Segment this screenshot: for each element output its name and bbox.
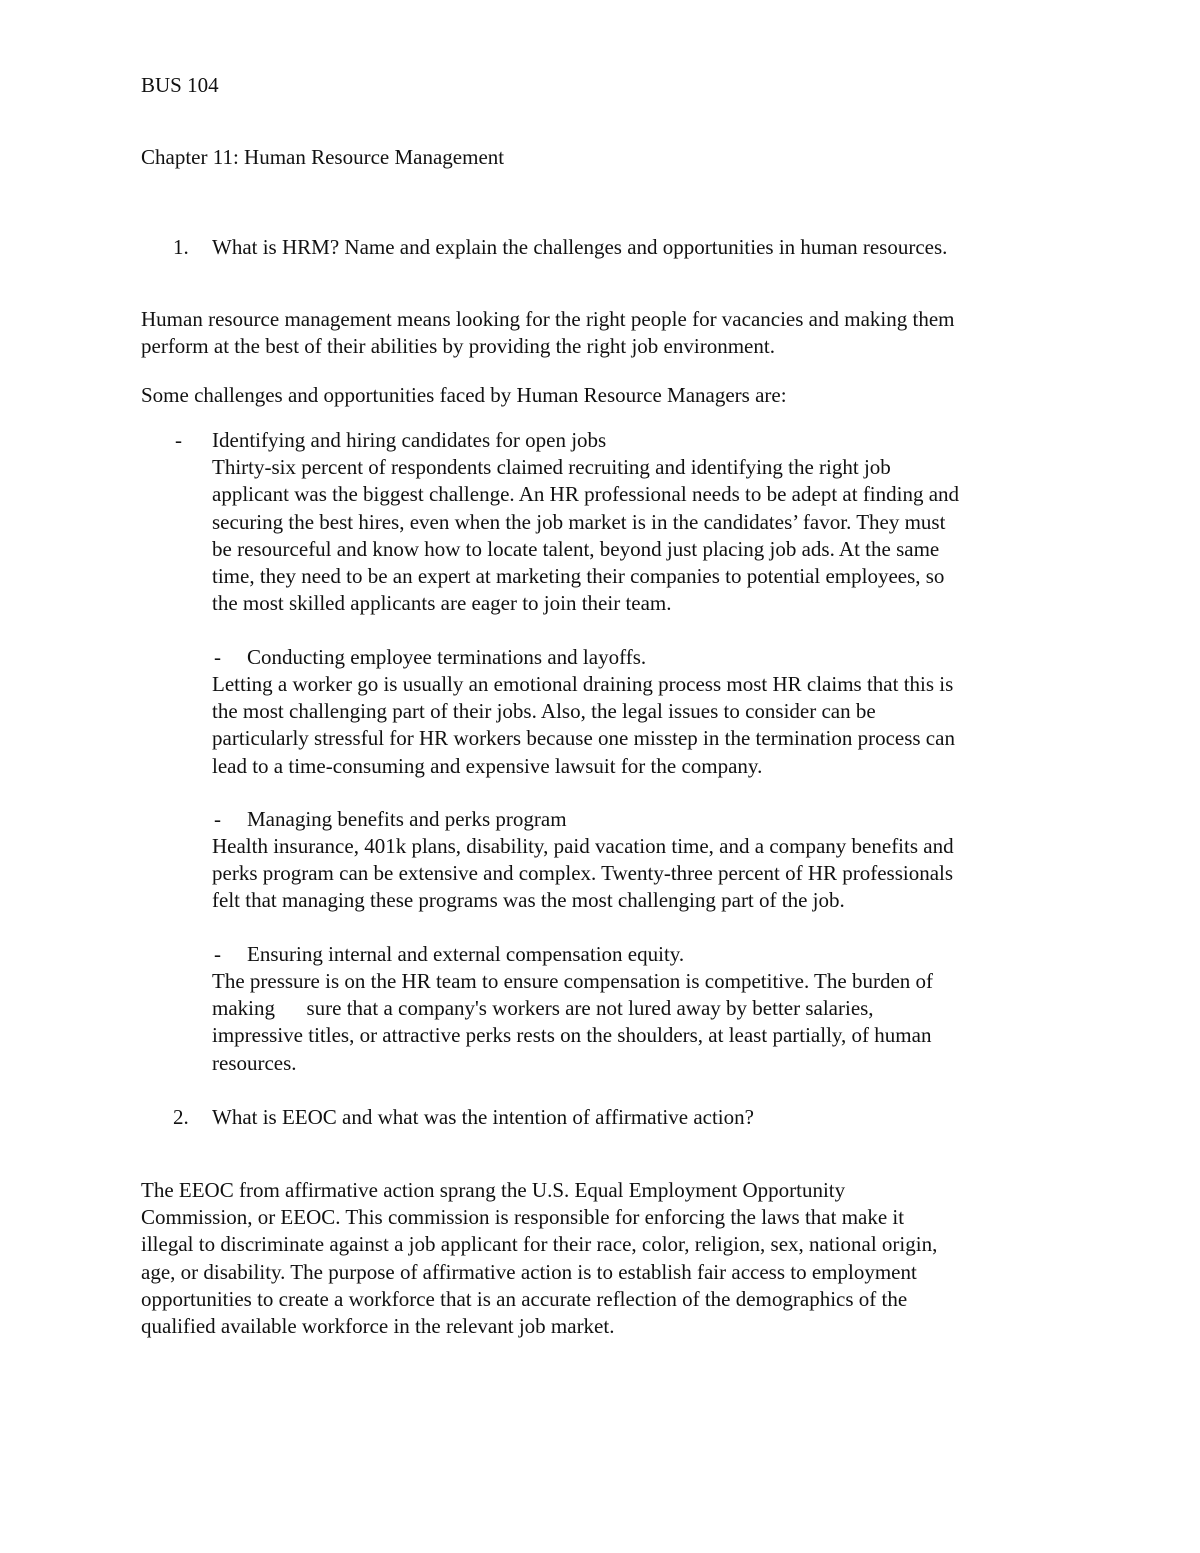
challenge-line: Health insurance, 401k plans, disability, paid vacation time, and a company benefits and xyxy=(212,834,954,858)
bullet-dash: - xyxy=(214,645,221,669)
challenge-line: securing the best hires, even when the job market is in the candidates’ favor. They must xyxy=(212,509,946,534)
challenge-line: felt that managing these programs was the most challenging part of the job. xyxy=(212,888,845,913)
challenge-line: The pressure is on the HR team to ensure compensation is competitive. The burden of xyxy=(212,969,934,993)
challenge-title: Conducting employee terminations and layoffs. xyxy=(247,645,647,669)
challenge-title: Managing benefits and perks program xyxy=(247,807,567,831)
challenge-line: time, they need to be an expert at marketing their companies to potential employees, so xyxy=(212,564,945,589)
question-1-text: What is HRM? Name and explain the challenges and opportunities in human resources. xyxy=(212,235,948,259)
bullet-dash: - xyxy=(214,942,221,966)
question-2-number: 2. xyxy=(173,1105,189,1129)
answer-line: illegal to discriminate against a job applicant for their race, color, religion, sex, national origin, xyxy=(141,1232,938,1257)
answer-line: The EEOC from affirmative action sprang the U.S. Equal Employment Opportunity xyxy=(141,1178,846,1202)
course-code: BUS 104 xyxy=(141,73,219,97)
answer-line: Commission, or EEOC. This commission is responsible for enforcing the laws that make it xyxy=(141,1205,905,1230)
question-2-answer xyxy=(141,1177,937,1340)
challenge-title: Ensuring internal and external compensation equity. xyxy=(247,942,685,966)
challenge-item-1 xyxy=(212,427,959,617)
answer-line: Human resource management means looking for the right people for vacancies and making them xyxy=(141,307,955,331)
challenge-line: applicant was the biggest challenge. An HR professional needs to be adept at finding and xyxy=(212,482,960,507)
bullet-dash: - xyxy=(214,807,221,831)
challenge-line: Thirty-six percent of respondents claimed recruiting and identifying the right job xyxy=(212,455,891,480)
answer-line: perform at the best of their abilities by providing the right job environment. xyxy=(141,334,775,359)
challenge-line: the most challenging part of their jobs. Also, the legal issues to consider can be xyxy=(212,699,876,724)
challenge-line: Letting a worker go is usually an emotional draining process most HR claims that this is xyxy=(212,672,954,696)
challenge-line: be resourceful and know how to locate talent, beyond just placing job ads. At the same xyxy=(212,536,940,561)
challenge-line: particularly stressful for HR workers because one misstep in the termination process can xyxy=(212,726,955,751)
challenges-intro: Some challenges and opportunities faced by Human Resource Managers are: xyxy=(141,383,787,407)
challenge-line: making sure that a company's workers are not lured away by better salaries, xyxy=(212,996,874,1021)
bullet-dash: - xyxy=(175,428,182,452)
challenge-line: lead to a time-consuming and expensive lawsuit for the company. xyxy=(212,753,763,778)
chapter-title: Chapter 11: Human Resource Management xyxy=(141,145,505,169)
challenge-item-4 xyxy=(212,968,933,1077)
challenge-item-2 xyxy=(212,671,955,780)
challenge-line: the most skilled applicants are eager to join their team. xyxy=(212,591,672,616)
answer-line: age, or disability. The purpose of affirmative action is to establish fair access to employment xyxy=(141,1259,917,1284)
challenge-item-3 xyxy=(212,833,954,915)
challenge-line: impressive titles, or attractive perks rests on the shoulders, at least partially, of human xyxy=(212,1023,932,1048)
question-1-answer xyxy=(141,306,954,360)
question-2-text: What is EEOC and what was the intention of affirmative action? xyxy=(212,1105,754,1129)
answer-line: qualified available workforce in the relevant job market. xyxy=(141,1314,615,1339)
challenge-line: resources. xyxy=(212,1050,297,1075)
challenge-line: perks program can be extensive and complex. Twenty-three percent of HR professionals xyxy=(212,861,954,886)
question-1-number: 1. xyxy=(173,235,189,259)
challenge-title: Identifying and hiring candidates for open jobs xyxy=(212,428,607,452)
answer-line: opportunities to create a workforce that is an accurate reflection of the demographics of the xyxy=(141,1286,908,1311)
